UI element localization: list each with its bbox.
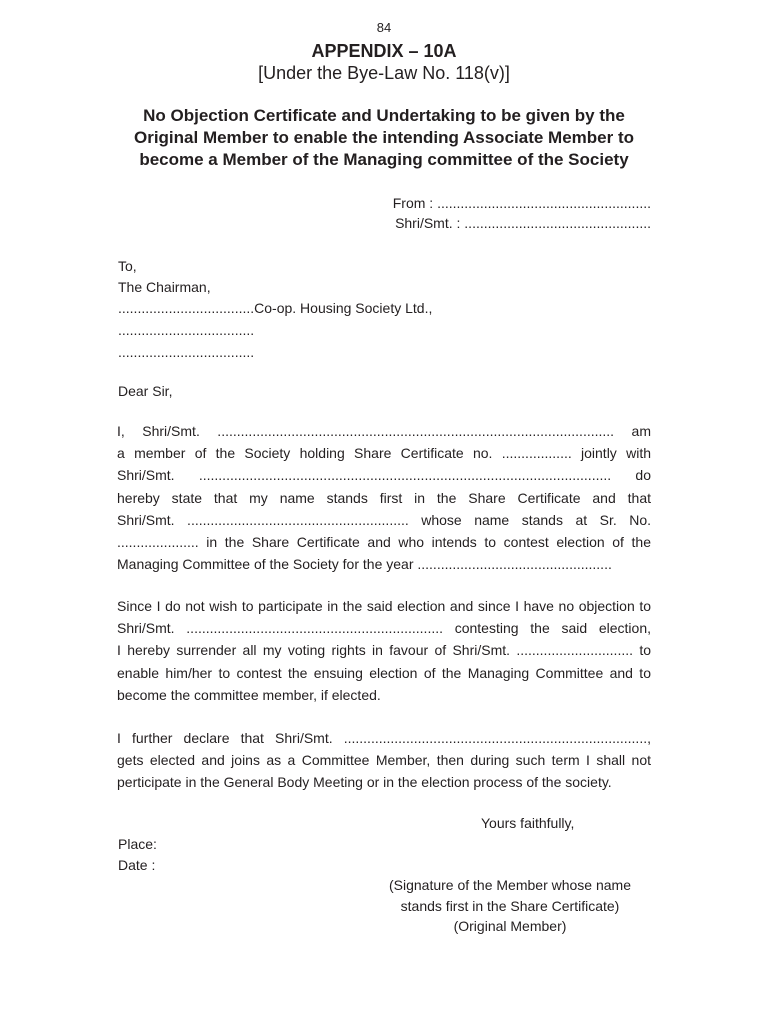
paragraph-line: Shri/Smt. .......................................................................................................... do — [117, 467, 651, 484]
paragraph-line: perticipate in the General Body Meeting or in the election process of the society. — [117, 774, 612, 791]
paragraph-line: I, Shri/Smt. ...................................................................................................... am — [117, 423, 651, 439]
paragraph-line: gets elected and joins as a Committee Member, then during such term I shall not — [117, 752, 651, 769]
paragraph-line: a member of the Society holding Share Certificate no. .................. jointly with — [117, 445, 651, 462]
paragraph-line: Shri/Smt. ......................................................... whose name stands at Sr. No. — [117, 511, 651, 528]
paragraph-line: hereby state that my name stands first in the Share Certificate and that — [117, 489, 651, 506]
signature-caption-line-1: (Signature of the Member whose name — [388, 877, 631, 893]
paragraph-line: I hereby surrender all my voting rights in favour of Shri/Smt. .............................. to — [117, 642, 651, 659]
paragraph-line: Since I do not wish to participate in the said election and since I have no objection to — [117, 598, 651, 614]
page-number: 84 — [376, 20, 392, 35]
bylaw-reference: [Under the Bye-Law No. 118(v)] — [258, 63, 510, 83]
sender-from-line: From : ....................................................... — [392, 195, 651, 211]
paragraph-line: become the committee member, if elected. — [117, 686, 381, 703]
addressee-address-line-2: ................................... — [118, 344, 255, 360]
paragraph-line: Shri/Smt. .................................................................. contesting the said election, — [117, 620, 651, 637]
paragraph-line: enable him/her to contest the ensuing election of the Managing Committee and to — [117, 664, 651, 681]
paragraph-line: Managing Committee of the Society for the year .................................................. — [117, 556, 612, 573]
appendix-heading: APPENDIX – 10A — [311, 41, 457, 61]
declaration-paragraph — [117, 420, 651, 575]
undertaking-paragraph — [117, 727, 651, 794]
place-label: Place: — [118, 836, 157, 852]
surrender-paragraph — [117, 595, 651, 706]
signature-caption-line-2: stands first in the Share Certificate) — [400, 898, 620, 914]
paragraph-line: I further declare that Shri/Smt. .............................................................................., — [117, 730, 651, 746]
addressee-chairman: The Chairman, — [118, 279, 211, 295]
addressee-to: To, — [118, 258, 137, 274]
document-title-line-2: Original Member to enable the intending Associate Member to — [133, 128, 634, 147]
paragraph-line: ..................... in the Share Certificate and who intends to contest election of the — [117, 534, 651, 551]
salutation: Dear Sir, — [118, 383, 173, 399]
document-title-line-3: become a Member of the Managing committee of the Society — [139, 150, 629, 169]
date-label: Date : — [118, 857, 156, 873]
signature-caption-line-3: (Original Member) — [453, 918, 567, 934]
addressee-address-line-1: ................................... — [118, 322, 255, 338]
document-title-line-1: No Objection Certificate and Undertaking to be given by the — [143, 106, 625, 125]
sender-name-line: Shri/Smt. : ................................................ — [395, 215, 651, 231]
addressee-society: ...................................Co-op. Housing Society Ltd., — [118, 300, 433, 316]
closing-phrase: Yours faithfully, — [481, 815, 575, 831]
